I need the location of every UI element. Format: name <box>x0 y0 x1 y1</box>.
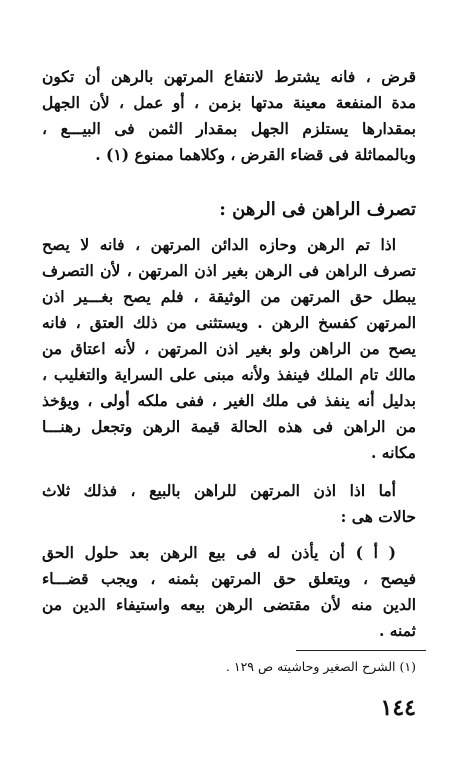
text-line: يصح من الراهن ولو بغير اذن المرتهن ، لأنه اعتاق من <box>42 339 416 358</box>
intro-paragraph <box>42 64 416 168</box>
text-line: فيصح ، ويتعلق حق المرتهن بثمنه ، ويجب قضـــاء <box>42 569 416 588</box>
text-line: بدليل أنه ينفذ فى ملك الغير ، ففى ملكه أولى ، ويؤخذ <box>42 391 416 410</box>
text-line: تصرف الراهن فى الرهن بغير اذن المرتهن ، لأن التصرف <box>42 261 416 280</box>
text-line: يبطل حق المرتهن من الوثيقة ، فلم يصح بغـــير اذن <box>42 287 416 306</box>
page-number: ١٤٤ <box>380 695 416 721</box>
footnote: (١) الشرح الصغير وحاشيته ص ١٢٩ . <box>225 659 416 674</box>
text-line: ثمنه . <box>378 621 416 640</box>
text-line: بمقدارها يستلزم الجهل بمقدار الثمن فى البيـــع ، <box>42 119 416 138</box>
body-paragraph-3 <box>42 540 416 644</box>
text-line: اذا تم الرهن وحازه الدائن المرتهن ، فانه لا يصح <box>42 235 396 254</box>
text-line: أما اذا اذن المرتهن للراهن بالبيع ، فذلك ثلاث <box>42 481 396 500</box>
text-line: مكانه . <box>370 443 416 462</box>
text-line: ( أ ) أن يأذن له فى بيع الرهن بعد حلول الحق <box>42 543 396 562</box>
section-heading: تصرف الراهن فى الرهن : <box>219 199 416 220</box>
text-line: المرتهن كفسخ الرهن . ويستثنى من ذلك العتق ، فانه <box>42 313 416 332</box>
text-line: مالك تام الملك فينفذ ولأنه مبنى على السراية والتغليب ، <box>42 365 416 384</box>
body-paragraph-2 <box>42 478 416 530</box>
text-line: الدين منه لأن مقتضى الرهن بيعه واستيفاء الدين من <box>42 595 416 614</box>
text-line: وبالمماثلة فى قضاء القرض ، وكلاهما ممنوع (١) . <box>95 145 416 164</box>
body-paragraph-1 <box>42 232 416 466</box>
text-line: مدة المنفعة معينة مدتها بزمن ، أو عمل ، لأن الجهل <box>42 93 416 112</box>
text-line: حالات هى : <box>340 507 416 526</box>
footnote-divider <box>296 650 426 651</box>
text-line: من الراهن فى هذه الحالة قيمة الرهن وتجعل رهنـــا <box>42 417 416 436</box>
text-line: قرض ، فانه يشترط لانتفاع المرتهن بالرهن أن تكون <box>42 67 416 86</box>
